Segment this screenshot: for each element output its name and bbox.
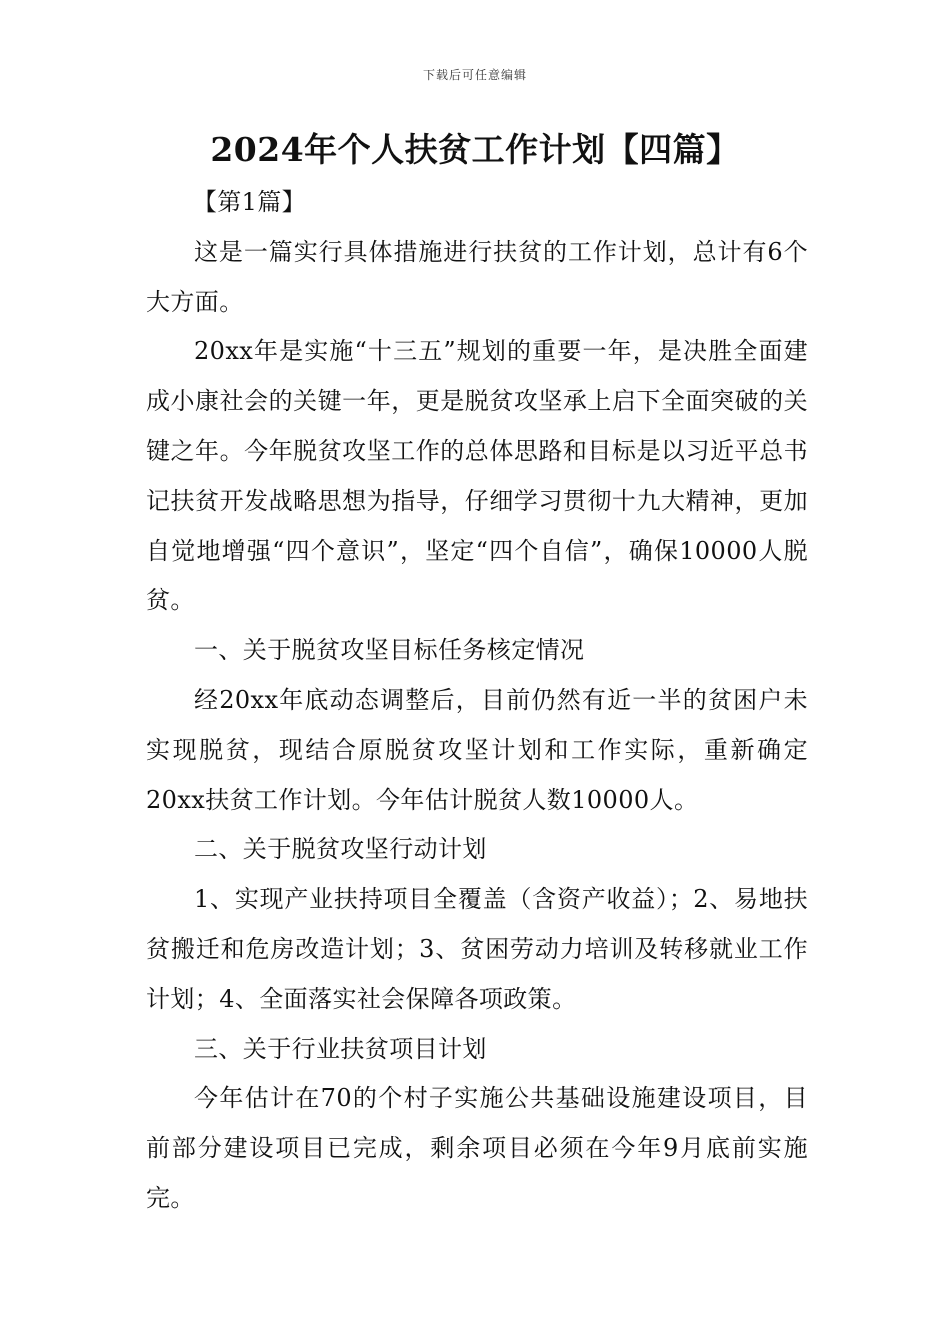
section-heading-2: 二、关于脱贫攻坚行动计划 [194, 835, 487, 864]
section-1-paragraph: 经20xx年底动态调整后，目前仍然有近一半的贫困户未实现脱贫，现结合原脱贫攻坚计划和工作实际，重新确定20xx扶贫工作计划。今年估计脱贫人数10000人。 [146, 685, 808, 814]
intro-paragraph: 这是一篇实行具体措施进行扶贫的工作计划，总计有6个大方面。 [146, 237, 808, 316]
section-2-paragraph: 1、实现产业扶持项目全覆盖（含资产收益）；2、易地扶贫搬迁和危房改造计划；3、贫困劳动力培训及转移就业工作计划；4、全面落实社会保障各项政策。 [146, 885, 808, 1013]
section-heading-1: 一、关于脱贫攻坚目标任务核定情况 [194, 636, 585, 665]
document-body [146, 178, 808, 1224]
section-3-paragraph: 今年估计在70的个村子实施公共基础设施建设项目，目前部分建设项目已完成，剩余项目必须在今年9月底前实施完。 [146, 1084, 808, 1212]
document-title: 2024年个人扶贫工作计划【四篇】 [210, 130, 740, 169]
header-note: 下载后可任意编辑 [422, 68, 527, 82]
section-label: 【第1篇】 [192, 188, 307, 216]
section-heading-3: 三、关于行业扶贫项目计划 [194, 1034, 487, 1063]
overview-paragraph: 20xx年是实施“十三五”规划的重要一年，是决胜全面建成小康社会的关键一年，更是脱贫攻坚承上启下全面突破的关键之年。今年脱贫攻坚工作的总体思路和目标是以习近平总书记扶贫开发战略思想为指导，仔细学习贯彻十九大精神，更加自觉地增强“四个意识”，坚定“四个自信”，确保10000人脱贫。 [146, 337, 808, 615]
